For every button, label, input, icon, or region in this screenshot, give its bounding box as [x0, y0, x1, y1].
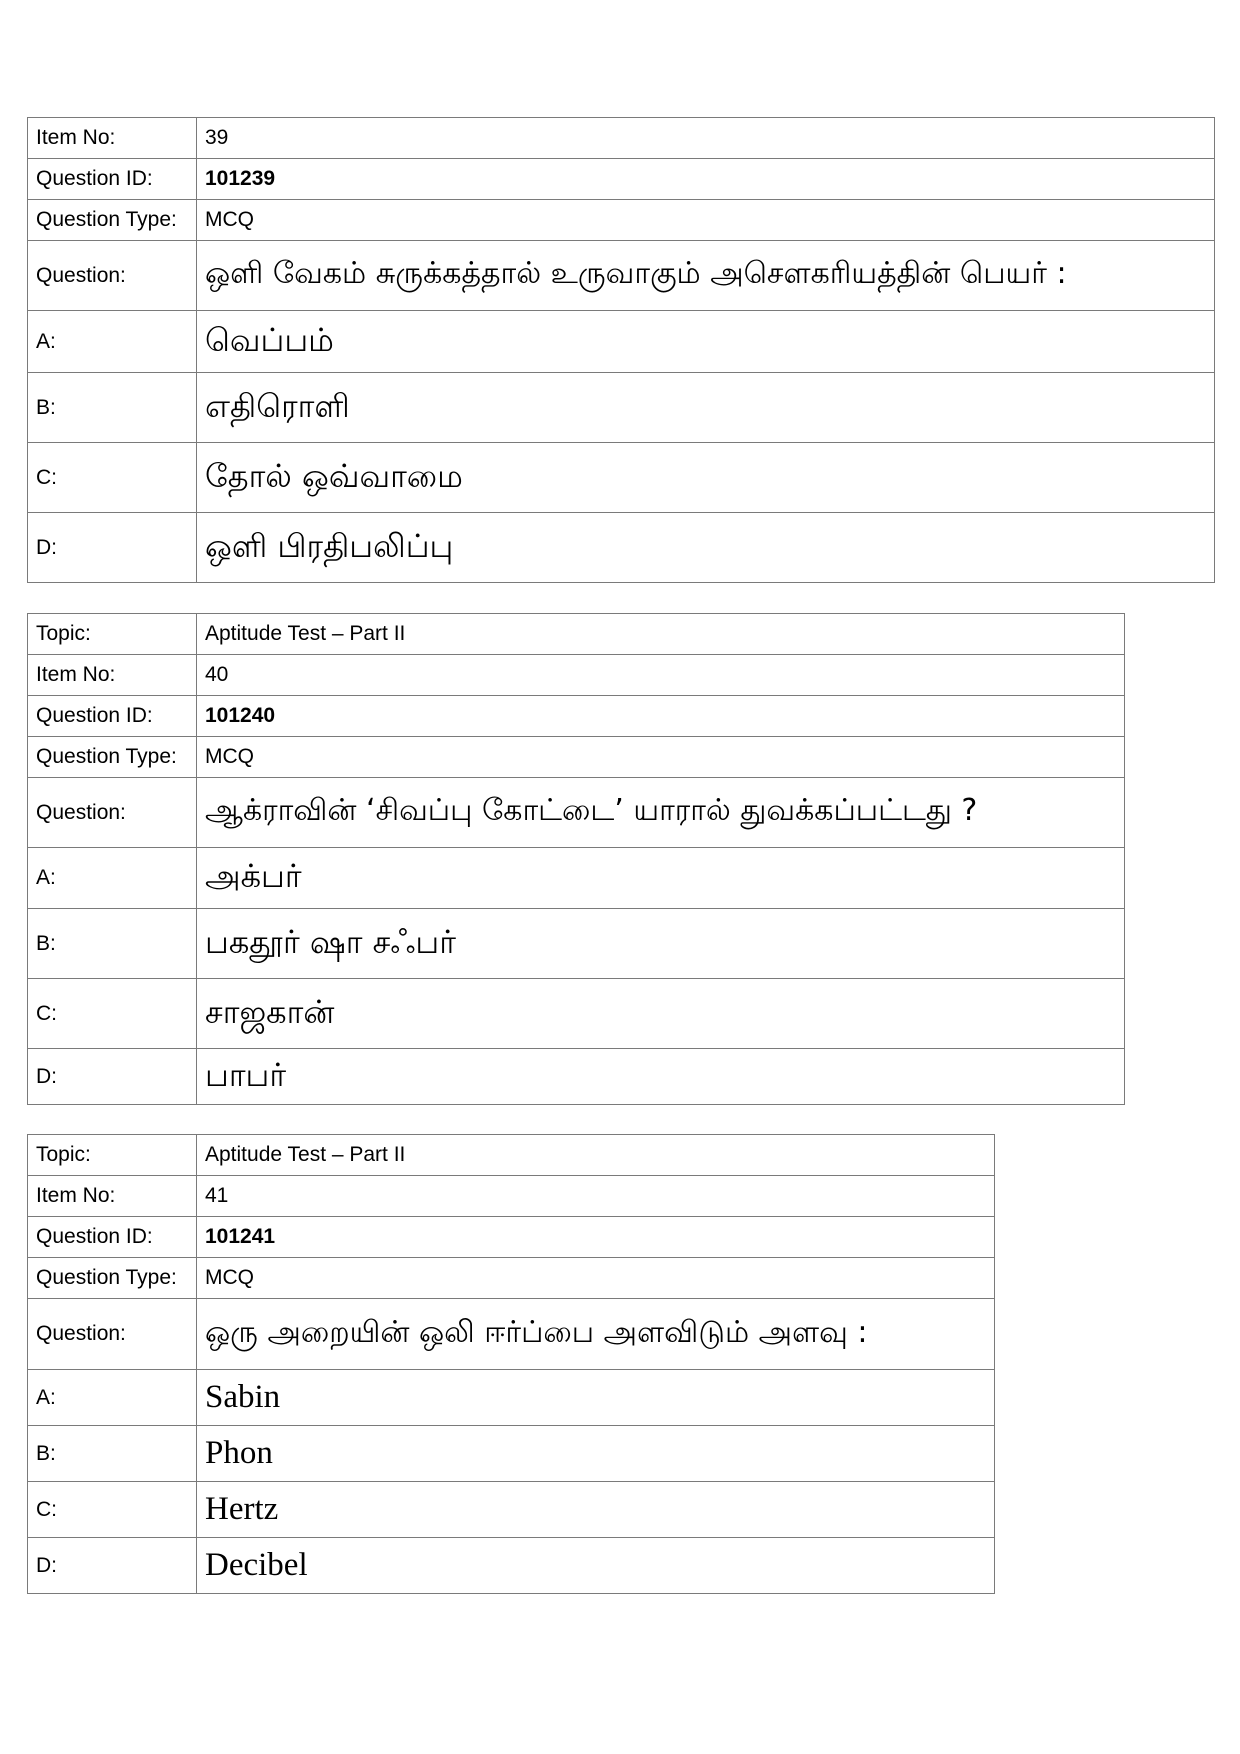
question-type-label: Question Type: — [28, 1258, 197, 1299]
question-id-row — [28, 696, 1125, 737]
question-type-value: MCQ — [197, 737, 1125, 778]
question-type-row — [28, 737, 1125, 778]
option-b-text: பகதூர் ஷா சஃபர் — [197, 909, 1125, 979]
option-d-label: D: — [28, 1049, 197, 1105]
option-row-c — [28, 443, 1215, 513]
question-type-row — [28, 200, 1215, 241]
option-c-text: தோல் ஒவ்வாமை — [197, 443, 1215, 513]
option-c-label: C: — [28, 443, 197, 513]
item-no-value: 40 — [197, 655, 1125, 696]
option-d-label: D: — [28, 513, 197, 583]
option-row-d — [28, 1538, 995, 1594]
option-c-label: C: — [28, 1482, 197, 1538]
topic-row — [28, 1135, 995, 1176]
question-text: ஒளி வேகம் சுருக்கத்தால் உருவாகும் அசௌகரியத்தின் பெயர் : — [197, 241, 1215, 311]
item-no-label: Item No: — [28, 1176, 197, 1217]
question-id-label: Question ID: — [28, 1217, 197, 1258]
option-row-d — [28, 513, 1215, 583]
option-c-label: C: — [28, 979, 197, 1049]
option-b-text: எதிரொளி — [197, 373, 1215, 443]
question-id-value: 101240 — [197, 696, 1125, 737]
question-id-value: 101241 — [197, 1217, 995, 1258]
item-no-row — [28, 1176, 995, 1217]
question-type-value: MCQ — [197, 1258, 995, 1299]
item-no-value: 41 — [197, 1176, 995, 1217]
question-label: Question: — [28, 1299, 197, 1370]
option-row-b — [28, 373, 1215, 443]
question-label: Question: — [28, 241, 197, 311]
option-b-text: Phon — [197, 1426, 995, 1482]
question-id-value: 101239 — [197, 159, 1215, 200]
question-table-41 — [27, 1134, 995, 1594]
item-no-label: Item No: — [28, 655, 197, 696]
question-row — [28, 241, 1215, 311]
option-row-a — [28, 311, 1215, 373]
topic-row — [28, 614, 1125, 655]
option-row-b — [28, 1426, 995, 1482]
question-table-39 — [27, 117, 1215, 583]
option-a-text: Sabin — [197, 1370, 995, 1426]
question-id-row — [28, 159, 1215, 200]
option-a-text: வெப்பம் — [197, 311, 1215, 373]
question-type-label: Question Type: — [28, 200, 197, 241]
question-id-row — [28, 1217, 995, 1258]
question-type-value: MCQ — [197, 200, 1215, 241]
option-a-text: அக்பர் — [197, 848, 1125, 909]
question-label: Question: — [28, 778, 197, 848]
option-a-label: A: — [28, 848, 197, 909]
option-d-text: Decibel — [197, 1538, 995, 1594]
option-row-c — [28, 1482, 995, 1538]
option-row-d — [28, 1049, 1125, 1105]
option-row-a — [28, 848, 1125, 909]
option-row-b — [28, 909, 1125, 979]
item-no-label: Item No: — [28, 118, 197, 159]
option-a-label: A: — [28, 1370, 197, 1426]
question-type-label: Question Type: — [28, 737, 197, 778]
option-b-label: B: — [28, 1426, 197, 1482]
item-no-row — [28, 655, 1125, 696]
option-b-label: B: — [28, 373, 197, 443]
item-no-value: 39 — [197, 118, 1215, 159]
option-b-label: B: — [28, 909, 197, 979]
option-row-a — [28, 1370, 995, 1426]
question-id-label: Question ID: — [28, 159, 197, 200]
topic-value: Aptitude Test – Part II — [197, 614, 1125, 655]
option-d-text: பாபர் — [197, 1049, 1125, 1105]
question-text: ஆக்ராவின் ‘சிவப்பு கோட்டை’ யாரால் துவக்கப்பட்டது ? — [197, 778, 1125, 848]
option-a-label: A: — [28, 311, 197, 373]
topic-label: Topic: — [28, 614, 197, 655]
topic-label: Topic: — [28, 1135, 197, 1176]
option-c-text: சாஜகான் — [197, 979, 1125, 1049]
question-text: ஒரு அறையின் ஒலி ஈர்ப்பை அளவிடும் அளவு : — [197, 1299, 995, 1370]
question-row — [28, 778, 1125, 848]
option-row-c — [28, 979, 1125, 1049]
question-type-row — [28, 1258, 995, 1299]
question-row — [28, 1299, 995, 1370]
option-c-text: Hertz — [197, 1482, 995, 1538]
option-d-label: D: — [28, 1538, 197, 1594]
question-id-label: Question ID: — [28, 696, 197, 737]
topic-value: Aptitude Test – Part II — [197, 1135, 995, 1176]
question-table-40 — [27, 613, 1125, 1105]
option-d-text: ஒளி பிரதிபலிப்பு — [197, 513, 1215, 583]
item-no-row — [28, 118, 1215, 159]
